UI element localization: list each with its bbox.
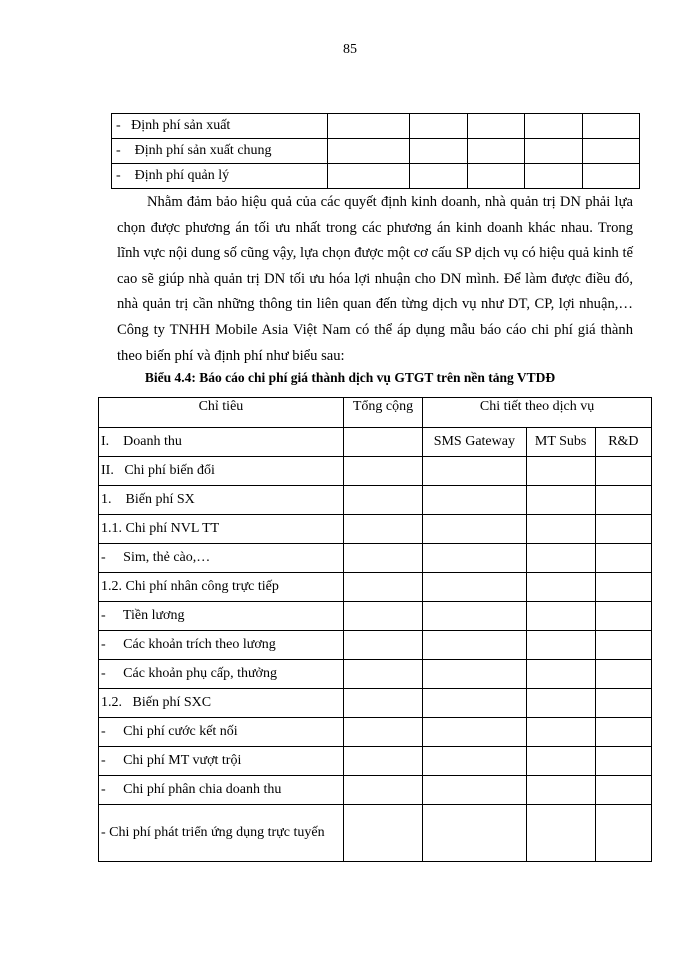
service-mt-subs: MT Subs [526,428,595,457]
table-cell [526,805,595,862]
table-cell [525,139,582,164]
header-row [99,398,652,428]
row-label: - Các khoản phụ cấp, thưởng [99,660,344,689]
table-row [99,776,652,805]
body-paragraph [117,190,633,369]
table-cell [526,689,595,718]
table-cell [343,515,422,544]
table-cell [595,573,651,602]
table-cell [526,631,595,660]
table-cell [423,776,526,805]
table-cell [526,776,595,805]
row-label: 1. Biến phí SX [99,486,344,515]
table-cell [343,805,422,862]
table-row [112,114,640,139]
table-row [99,718,652,747]
table-cell [595,631,651,660]
row-label: 1.2. Biến phí SXC [99,689,344,718]
table-row [99,805,652,862]
table-row [99,428,652,457]
table-cell [595,805,651,862]
row-label: 1.1. Chi phí NVL TT [99,515,344,544]
row-label: I. Doanh thu [99,428,344,457]
service-rnd: R&D [595,428,651,457]
table-cell [423,689,526,718]
table-cell [525,114,582,139]
table-cell [582,114,639,139]
table-cell [595,660,651,689]
table-row [112,164,640,189]
fixed-cost-table [111,113,640,189]
table-cell [423,457,526,486]
row-label: II. Chi phí biến đổi [99,457,344,486]
table-cell [423,660,526,689]
table-cell [423,805,526,862]
service-sms-gateway: SMS Gateway [423,428,526,457]
table-cell [582,164,639,189]
table-cell [423,747,526,776]
table-cell [595,689,651,718]
cost-report-table [98,397,652,862]
paragraph-text: Nhằm đảm bảo hiệu quả của các quyết định kinh doanh, nhà quản trị DN phải lựa chọn được phương án tối ưu nhất trong các phương án kinh doanh khác nhau. Trong lĩnh vực nội dung số cũng vậy, lựa chọn được một cơ cấu SP dịch vụ có hiệu quả kinh tế cao sẽ giúp nhà quản trị DN tối ưu hóa lợi nhuận cho DN mình. Để làm được điều đó, nhà quản trị cần những thông tin liên quan đến từng dịch vụ như DT, CP, lợi nhuận,… Công ty TNHH Mobile Asia Việt Nam có thể áp dụng mẫu báo cáo chi phí giá thành theo biến phí và định phí như biểu sau: [117,194,633,364]
row-label: - Chi phí phát triển ứng dụng trực tuyến [99,805,344,862]
table-cell [343,747,422,776]
table-row [99,631,652,660]
table-cell [343,776,422,805]
table-cell [595,457,651,486]
table-cell [328,164,410,189]
table-cell [595,515,651,544]
table-cell [595,718,651,747]
table-cell [343,602,422,631]
table-cell [423,573,526,602]
table-cell [410,139,467,164]
row-label: - Chi phí cước kết nối [99,718,344,747]
table-cell [328,139,410,164]
table-cell [343,486,422,515]
table-cell [423,486,526,515]
table-row [99,660,652,689]
row-label: - Các khoản trích theo lương [99,631,344,660]
table-cell [423,631,526,660]
row-label: - Tiền lương [99,602,344,631]
table-cell [410,164,467,189]
table-cell [343,457,422,486]
table-cell [343,689,422,718]
table-cell [343,660,422,689]
table-cell [423,718,526,747]
table-cell [582,139,639,164]
row-label: - Chi phí MT vượt trội [99,747,344,776]
page-number: 85 [343,42,357,57]
table-row [99,573,652,602]
table-cell [343,428,422,457]
table-cell [343,718,422,747]
table-cell [526,747,595,776]
header-indicator: Chỉ tiêu [99,398,344,428]
header-detail: Chi tiết theo dịch vụ [423,398,652,428]
table-cell [526,718,595,747]
table-cell [410,114,467,139]
table-cell [467,164,524,189]
table-row [99,689,652,718]
table-cell [467,139,524,164]
table-cell [595,776,651,805]
table-cell [423,602,526,631]
table-cell [526,457,595,486]
table-cell [595,747,651,776]
table-cell [526,573,595,602]
row-label: - Chi phí phân chia doanh thu [99,776,344,805]
table-cell [467,114,524,139]
table-row [112,139,640,164]
table-row [99,602,652,631]
table-row [99,486,652,515]
table-cell [526,544,595,573]
table-cell [595,544,651,573]
table-cell [328,114,410,139]
row-label: 1.2. Chi phí nhân công trực tiếp [99,573,344,602]
table-row [99,457,652,486]
row-label: - Sim, thẻ cào,… [99,544,344,573]
table-cell [343,544,422,573]
table-cell [423,515,526,544]
row-label: - Định phí quản lý [112,164,328,189]
row-label: - Định phí sản xuất chung [112,139,328,164]
table-cell [526,660,595,689]
table-cell [595,486,651,515]
table-cell [595,602,651,631]
table-cell [525,164,582,189]
table-cell [526,602,595,631]
header-total: Tổng cộng [343,398,422,428]
table-row [99,747,652,776]
table-cell [343,631,422,660]
table-row [99,544,652,573]
table-cell [423,544,526,573]
table-row [99,515,652,544]
table-caption: Biểu 4.4: Báo cáo chi phí giá thành dịch vụ GTGT trên nền tảng VTDĐ [144,370,556,385]
row-label: - Định phí sản xuất [112,114,328,139]
table-cell [343,573,422,602]
table-cell [526,486,595,515]
table-cell [526,515,595,544]
